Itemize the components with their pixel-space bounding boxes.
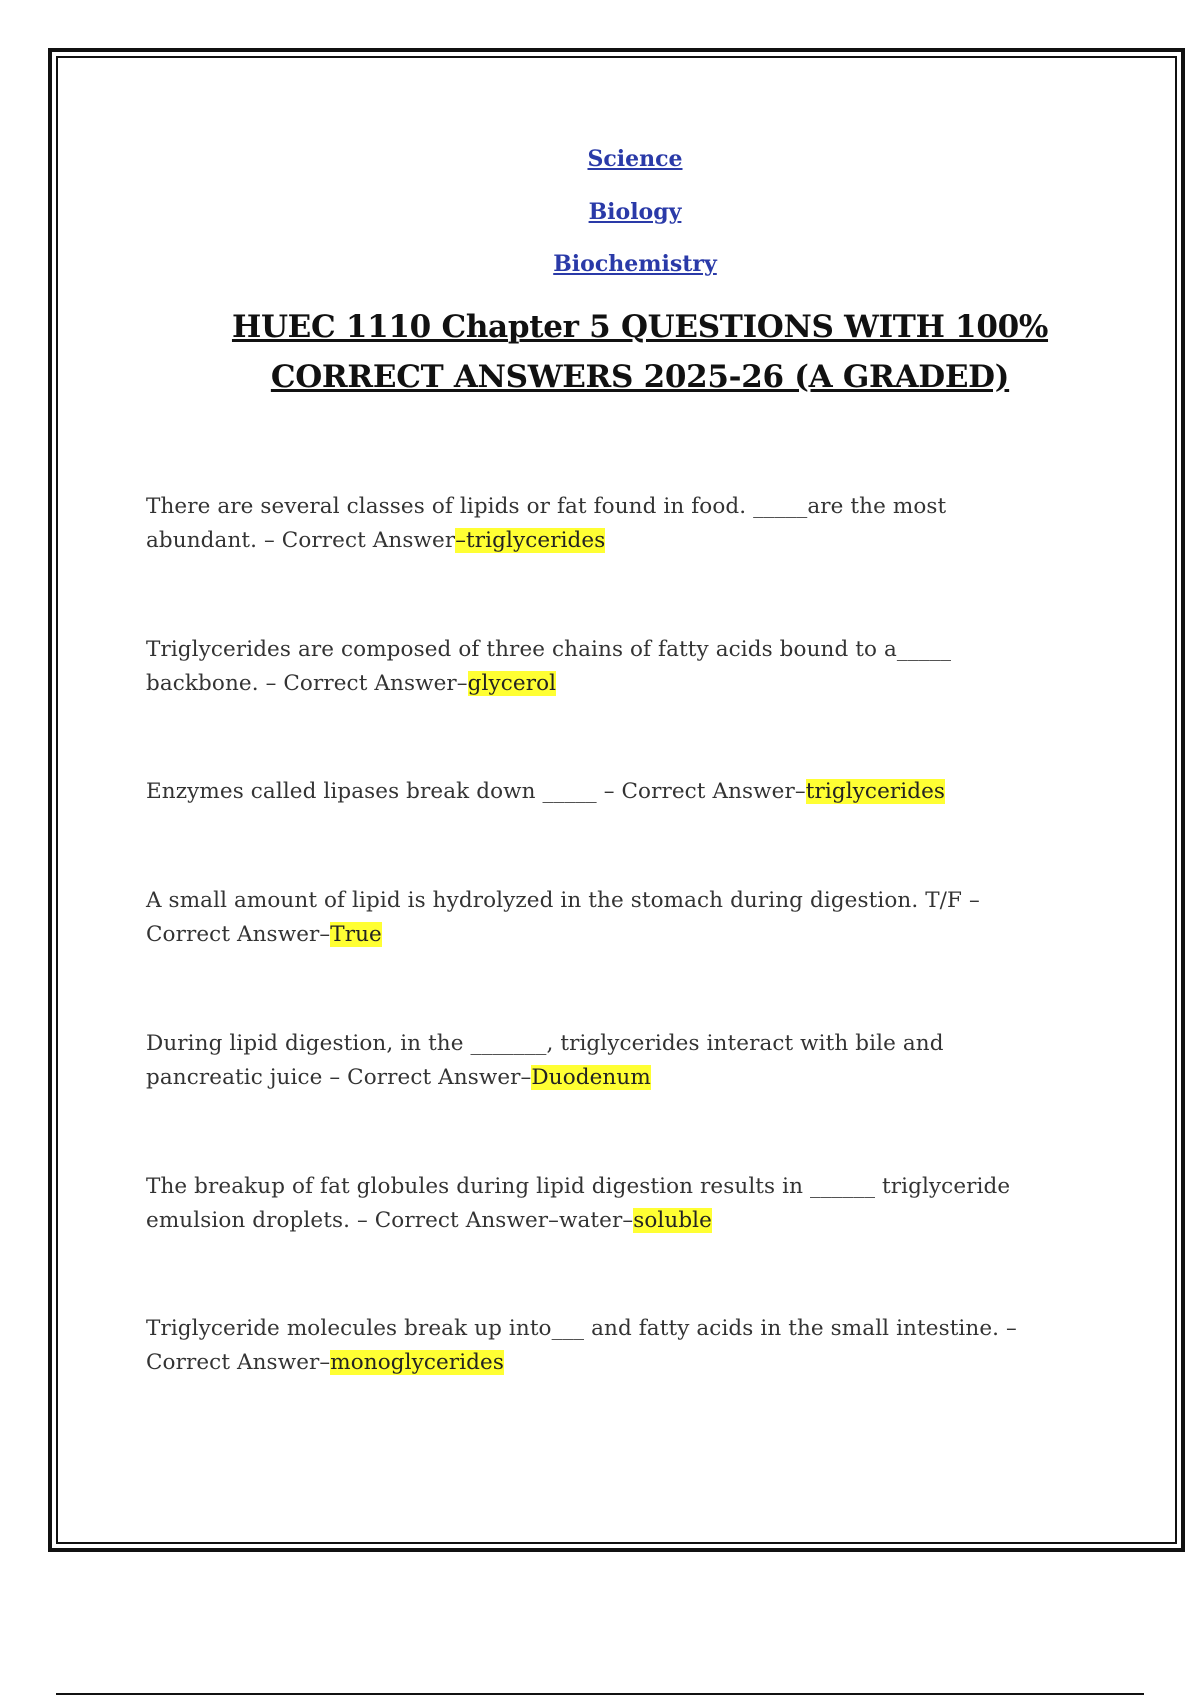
- answer-highlight: soluble: [633, 1208, 712, 1233]
- link-biochemistry[interactable]: Biochemistry: [553, 251, 717, 277]
- breadcrumb-biology-row: [0, 199, 1200, 225]
- question-text: There are several classes of lipids or fat found in food. _____are the most: [146, 494, 947, 519]
- document-title: [140, 302, 1140, 402]
- answer-highlight: True: [330, 922, 382, 947]
- qa-item-4: [146, 884, 1066, 952]
- answer-line: [146, 1061, 1066, 1095]
- footer-divider: [56, 1693, 1144, 1695]
- title-line-1: HUEC 1110 Chapter 5 QUESTIONS WITH 100%: [231, 309, 1049, 345]
- answer-highlight: –triglycerides: [455, 528, 606, 553]
- answer-prefix: pancreatic juice – Correct Answer–: [146, 1065, 532, 1090]
- answer-prefix: backbone. – Correct Answer–: [146, 671, 468, 696]
- qa-item-2: [146, 633, 1066, 701]
- question-text: Triglycerides are composed of three chains of fatty acids bound to a_____: [146, 637, 952, 662]
- question-text: A small amount of lipid is hydrolyzed in the stomach during digestion. T/F –: [146, 888, 980, 913]
- qa-item-3: [146, 775, 1066, 809]
- answer-prefix: Correct Answer–: [146, 1350, 331, 1375]
- breadcrumb-biochemistry-row: [0, 251, 1200, 277]
- question-text: The breakup of fat globules during lipid digestion results in ______ triglyceride: [146, 1174, 1011, 1199]
- link-science[interactable]: Science: [587, 146, 683, 172]
- qa-item-5: [146, 1027, 1066, 1095]
- question-text: Enzymes called lipases break down _____ – Correct Answer–: [146, 779, 806, 804]
- answer-prefix: Correct Answer–: [146, 922, 331, 947]
- qa-item-1: [146, 490, 1066, 558]
- answer-line: [146, 524, 1066, 558]
- qa-item-7: [146, 1312, 1066, 1380]
- answer-highlight: monoglycerides: [330, 1350, 504, 1375]
- qa-item-6: [146, 1170, 1066, 1238]
- answer-line: [146, 1346, 1066, 1380]
- question-text: Triglyceride molecules break up into___ and fatty acids in the small intestine. –: [146, 1316, 1017, 1341]
- answer-prefix: abundant. – Correct Answer: [146, 528, 456, 553]
- answer-highlight: triglycerides: [805, 779, 946, 804]
- title-line-2: CORRECT ANSWERS 2025-26 (A GRADED): [270, 359, 1010, 395]
- link-biology[interactable]: Biology: [588, 199, 682, 225]
- answer-highlight: glycerol: [467, 671, 557, 696]
- answer-line: [146, 667, 1066, 701]
- breadcrumb-science-row: [0, 146, 1200, 172]
- answer-line: [146, 1204, 1066, 1238]
- answer-prefix: emulsion droplets. – Correct Answer–water–: [146, 1208, 634, 1233]
- answer-highlight: Duodenum: [531, 1065, 651, 1090]
- question-text: During lipid digestion, in the _______, triglycerides interact with bile and: [146, 1031, 944, 1056]
- answer-line: [146, 918, 1066, 952]
- answer-line: [146, 775, 1066, 809]
